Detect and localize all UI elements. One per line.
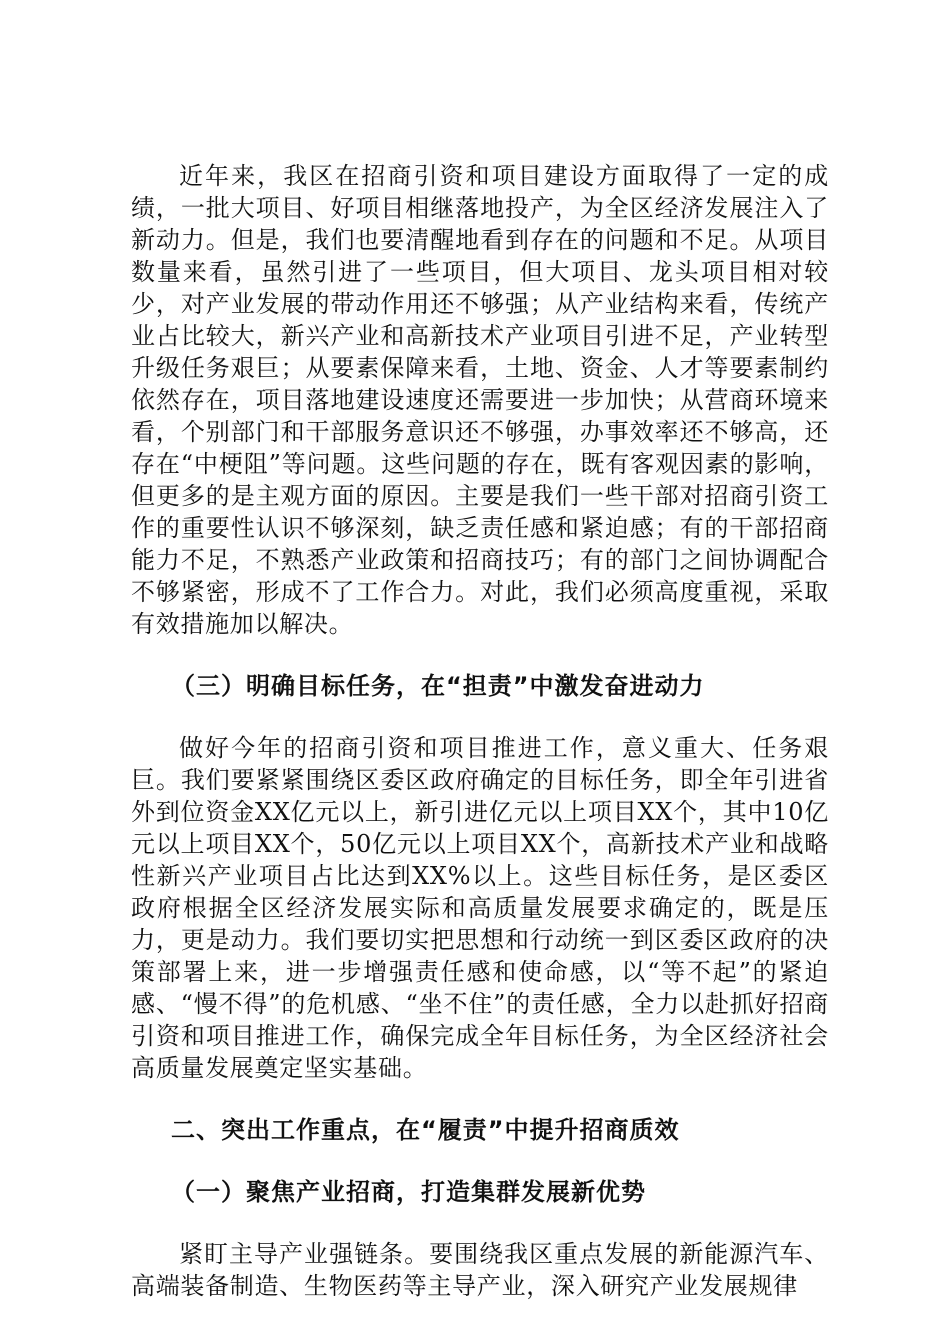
section-heading: （一）聚焦产业招商，打造集群发展新优势 (171, 1178, 646, 1206)
chapter-heading: 二、突出工作重点，在“履责”中提升招商质效 (171, 1116, 680, 1144)
body-paragraph: 紧盯主导产业强链条。要围绕我区重点发展的新能源汽车、高端装备制造、生物医药等主导产业，深入研究产业发展规律 (131, 1240, 829, 1300)
body-paragraph: 近年来，我区在招商引资和项目建设方面取得了一定的成绩，一批大项目、好项目相继落地投产，为全区经济发展注入了新动力。但是，我们也要清醒地看到存在的问题和不足。从项目数量来看，虽然引进了一些项目，但大项目、龙头项目相对较少，对产业发展的带动作用还不够强；从产业结构来看，传统产业占比较大，新兴产业和高新技术产业项目引进不足，产业转型升级任务艰巨；从要素保障来看，土地、资金、人才等要素制约依然存在，项目落地建设速度还需要进一步加快；从营商环境来看，个别部门和干部服务意识还不够强，办事效率还不够高，还存在“中梗阻”等问题。这些问题的存在，既有客观因素的影响，但更多的是主观方面的原因。主要是我们一些干部对招商引资工作的重要性认识不够深刻，缺乏责任感和紧迫感；有的干部招商能力不足，不熟悉产业政策和招商技巧；有的部门之间协调配合不够紧密，形成不了工作合力。对此，我们必须高度重视，采取有效措施加以解决。 (131, 162, 829, 638)
body-paragraph: 做好今年的招商引资和项目推进工作，意义重大、任务艰巨。我们要紧紧围绕区委区政府确定的目标任务，即全年引进省外到位资金XX亿元以上，新引进亿元以上项目XX个，其中10亿元以上项目XX个，50亿元以上项目XX个，高新技术产业和战略性新兴产业项目占比达到XX%以上。这些目标任务，是区委区政府根据全区经济发展实际和高质量发展要求确定的，既是压力，更是动力。我们要切实把思想和行动统一到区委区政府的决策部署上来，进一步增强责任感和使命感，以“等不起”的紧迫感、“慢不得”的危机感、“坐不住”的责任感，全力以赴抓好招商引资和项目推进工作，确保完成全年目标任务，为全区经济社会高质量发展奠定坚实基础。 (131, 734, 829, 1082)
section-heading: （三）明确目标任务，在“担责”中激发奋进动力 (171, 672, 705, 700)
document-body (131, 160, 829, 1302)
